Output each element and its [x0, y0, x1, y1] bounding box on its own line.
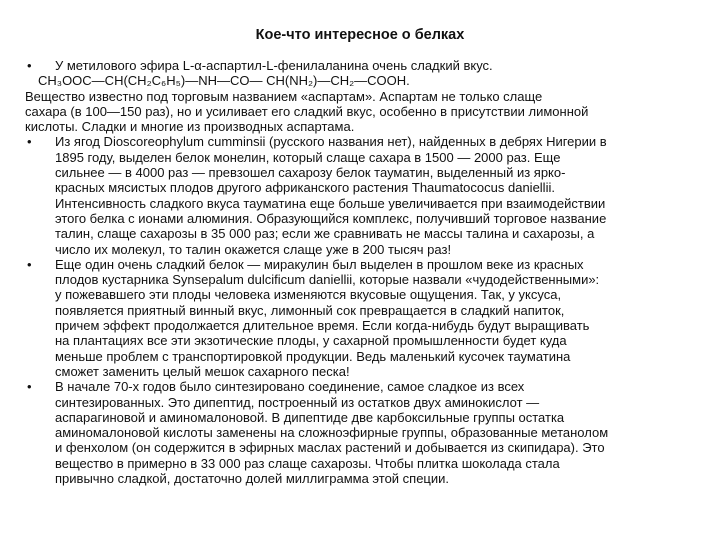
text-line: Из ягод Dioscoreophylum cumminsii (русского названия нет), найденных в дебрях Нигерии в [55, 134, 607, 150]
text-line: 1895 году, выделен белок монелин, который слаще сахара в 1500 — 2000 раз. Еще [55, 149, 561, 165]
bullet-item-dipeptide [25, 379, 695, 486]
text-line: причем эффект продолжается длительное время. Если когда-нибудь будут выращивать [55, 318, 590, 334]
text-line: этого белка с ионами алюминия. Образующийся комплекс, получивший торговое название [55, 210, 607, 226]
body-text [25, 58, 695, 486]
bullet-marker: • [27, 134, 32, 150]
bullet-marker: • [27, 256, 32, 272]
text-line: число их молекул, то талин окажется слаще уже в 200 тысяч раз! [55, 241, 452, 257]
text-line: привычно сладкой, достаточно долей миллиграмма этой специи. [55, 471, 450, 487]
text-line: красных мясистых плодов другого африканского растения Thaumatococus daniellii. [55, 180, 555, 196]
text-line: меньше проблем с транспортировкой продукции. Ведь маленький кусочек тауматина [55, 348, 571, 364]
text-line: и фенхолом (он содержится в эфирных маслах растений и добывается из скипидара). Это [55, 440, 605, 456]
text-line: сильнее — в 4000 раз — превзошел сахарозу белок тауматин, выделенный из ярко- [55, 165, 566, 181]
text-line: Интенсивность сладкого вкуса тауматина еще больше увеличивается при взаимодействии [55, 195, 606, 211]
text-line: вещество в примерно в 33 000 раз слаще сахарозы. Чтобы плитка шоколада стала [55, 455, 560, 471]
text-line: появляется приятный винный вкус, лимонный сок превращается в сладкий напиток, [55, 302, 565, 318]
text-line: Еще один очень сладкий белок — миракулин был выделен в прошлом веке из красных [55, 256, 584, 272]
text-line: кислоты. Сладки и многие из производных аспартама. [25, 119, 355, 135]
bullet-marker: • [27, 58, 32, 73]
text-line: аминомалоновой кислоты заменены на сложноэфирные группы, образованные метанолом [55, 425, 609, 441]
text-line: Вещество известно под торговым названием «аспартам». Аспартам не только слаще [25, 88, 543, 104]
bullet-item-miraculin [25, 257, 695, 379]
text-line: у пожевавшего эти плоды человека изменяются вкусовые ощущения. Так, у уксуса, [55, 287, 562, 303]
text-line: на плантациях все эти экзотические плоды, у сахарной промышленности будет куда [55, 333, 567, 349]
text-line: сахара (в 100—150 раз), но и усиливает его сладкий вкус, особенно в присутствии лимонной [25, 103, 589, 119]
text-line: плодов кустарника Synsepalum dulcificum daniellii, которые назвали «чудодейственными»: [55, 272, 600, 288]
text-line: синтезированных. Это дипептид, построенный из остатков двух аминокислот — [55, 394, 540, 410]
aspartame-formula: CH₃OOC—CH(CH₂C₆H₅)—NH—CO— CH(NH₂)—CH₂—COOH. [38, 73, 410, 89]
text-line: У метилового эфира L-α-аспартил-L-фенилаланина очень сладкий вкус. [55, 58, 493, 73]
text-line: талин, слаще сахарозы в 35 000 раз; если же сравнивать не массы талина и сахарозы, а [55, 226, 595, 242]
text-line: сможет заменить целый мешок сахарного песка! [55, 363, 350, 379]
bullet-item-aspartame [25, 58, 695, 73]
text-line: аспарагиновой и аминомалоновой. В дипептиде две карбоксильные группы остатка [55, 409, 565, 425]
bullet-item-monellin [25, 134, 695, 256]
page-title: Кое-что интересное о белках [255, 27, 465, 43]
bullet-marker: • [27, 379, 32, 395]
text-line: В начале 70-х годов было синтезировано соединение, самое сладкое из всех [55, 379, 525, 395]
